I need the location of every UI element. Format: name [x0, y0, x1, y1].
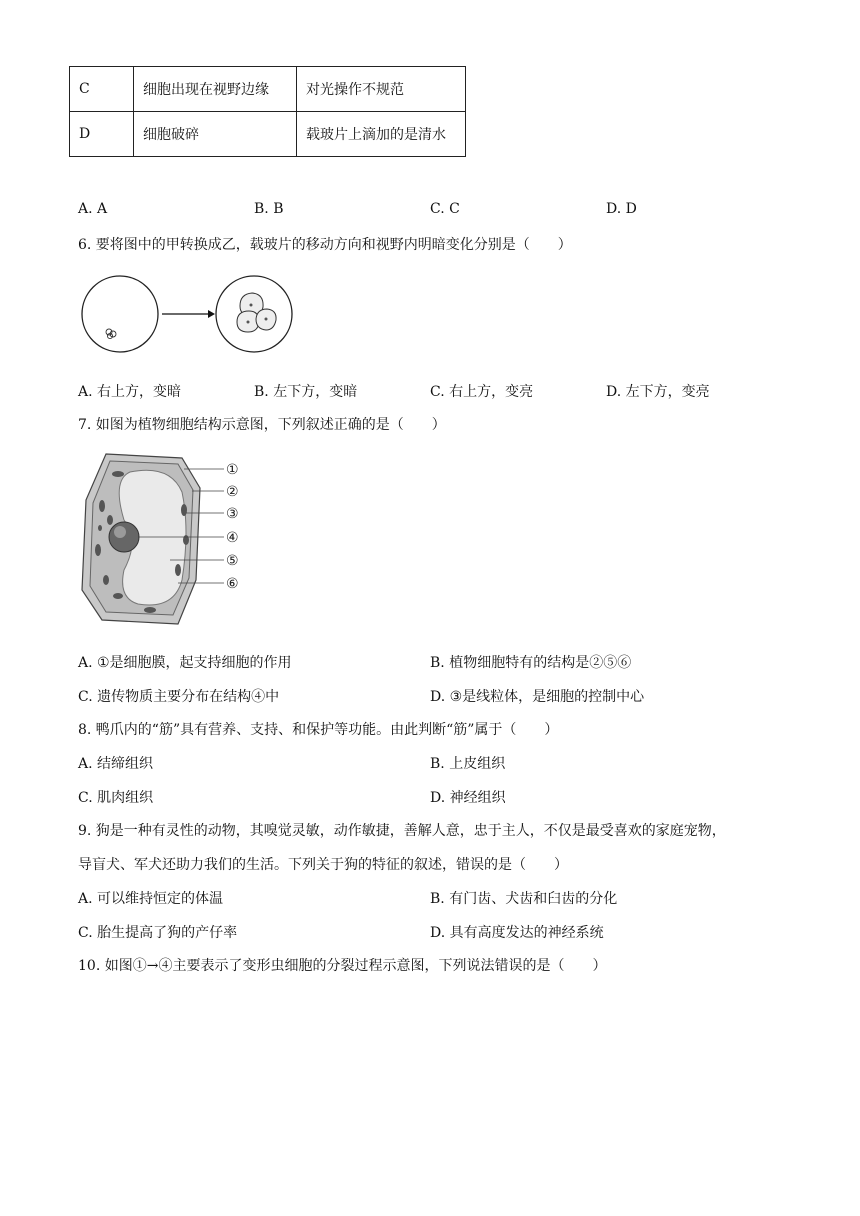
- cell-label-4: ④: [226, 530, 239, 546]
- cell-label-5: ⑤: [226, 553, 239, 569]
- cell-label-6: ⑥: [226, 576, 239, 592]
- table-cell: D: [70, 112, 134, 157]
- cell-label-1: ①: [226, 462, 239, 478]
- q6-option-b: B. 左下方，变暗: [254, 384, 358, 400]
- table-cell: 载玻片上滴加的是清水: [297, 112, 466, 157]
- table-cell: 细胞破碎: [134, 112, 297, 157]
- table-cell: 对光操作不规范: [297, 67, 466, 112]
- q9-question-line2: 导盲犬、军犬还助力我们的生活。下列关于狗的特征的叙述，错误的是（ ）: [78, 857, 568, 873]
- q7-option-a: A. ①是细胞膜，起支持细胞的作用: [78, 655, 292, 671]
- q6-question: 6. 要将图中的甲转换成乙，载玻片的移动方向和视野内明暗变化分别是（ ）: [78, 237, 572, 253]
- answer-table: [69, 66, 466, 157]
- table-row: [70, 67, 466, 112]
- q7-option-d: D. ③是线粒体，是细胞的控制中心: [430, 689, 645, 705]
- q9-option-a: A. 可以维持恒定的体温: [78, 891, 224, 907]
- plant-cell-figure: [78, 450, 250, 630]
- q8-option-b: B. 上皮组织: [430, 756, 506, 772]
- table-cell: 细胞出现在视野边缘: [134, 67, 297, 112]
- q9-option-d: D. 具有高度发达的神经系统: [430, 925, 604, 941]
- cell-label-2: ②: [226, 484, 239, 500]
- q10-question: 10. 如图①→④主要表示了变形虫细胞的分裂过程示意图，下列说法错误的是（ ）: [78, 958, 607, 974]
- q5-option-d: D. D: [606, 201, 637, 217]
- q5-option-a: A. A: [78, 201, 108, 217]
- q5-option-b: B. B: [254, 201, 284, 217]
- q7-question: 7. 如图为植物细胞结构示意图，下列叙述正确的是（ ）: [78, 417, 446, 433]
- q5-option-c: C. C: [430, 201, 460, 217]
- q9-option-c: C. 胎生提高了狗的产仔率: [78, 925, 238, 941]
- q7-option-c: C. 遗传物质主要分布在结构④中: [78, 689, 280, 705]
- q8-option-d: D. 神经组织: [430, 790, 506, 806]
- microscope-view-figure: [80, 270, 300, 360]
- cell-label-3: ③: [226, 506, 239, 522]
- q8-option-c: C. 肌肉组织: [78, 790, 154, 806]
- q9-question-line1: 9. 狗是一种有灵性的动物，其嗅觉灵敏，动作敏捷，善解人意，忠于主人，不仅是最受喜欢的家庭宠物，: [78, 823, 726, 839]
- q6-option-a: A. 右上方，变暗: [78, 384, 182, 400]
- q6-option-c: C. 右上方，变亮: [430, 384, 534, 400]
- table-cell: C: [70, 67, 134, 112]
- q8-question: 8. 鸭爪内的“筋”具有营养、支持、和保护等功能。由此判断“筋”属于（ ）: [78, 722, 559, 738]
- q8-option-a: A. 结缔组织: [78, 756, 154, 772]
- q7-option-b: B. 植物细胞特有的结构是②⑤⑥: [430, 655, 632, 671]
- q9-option-b: B. 有门齿、犬齿和臼齿的分化: [430, 891, 618, 907]
- table-row: [70, 112, 466, 157]
- q6-option-d: D. 左下方，变亮: [606, 384, 710, 400]
